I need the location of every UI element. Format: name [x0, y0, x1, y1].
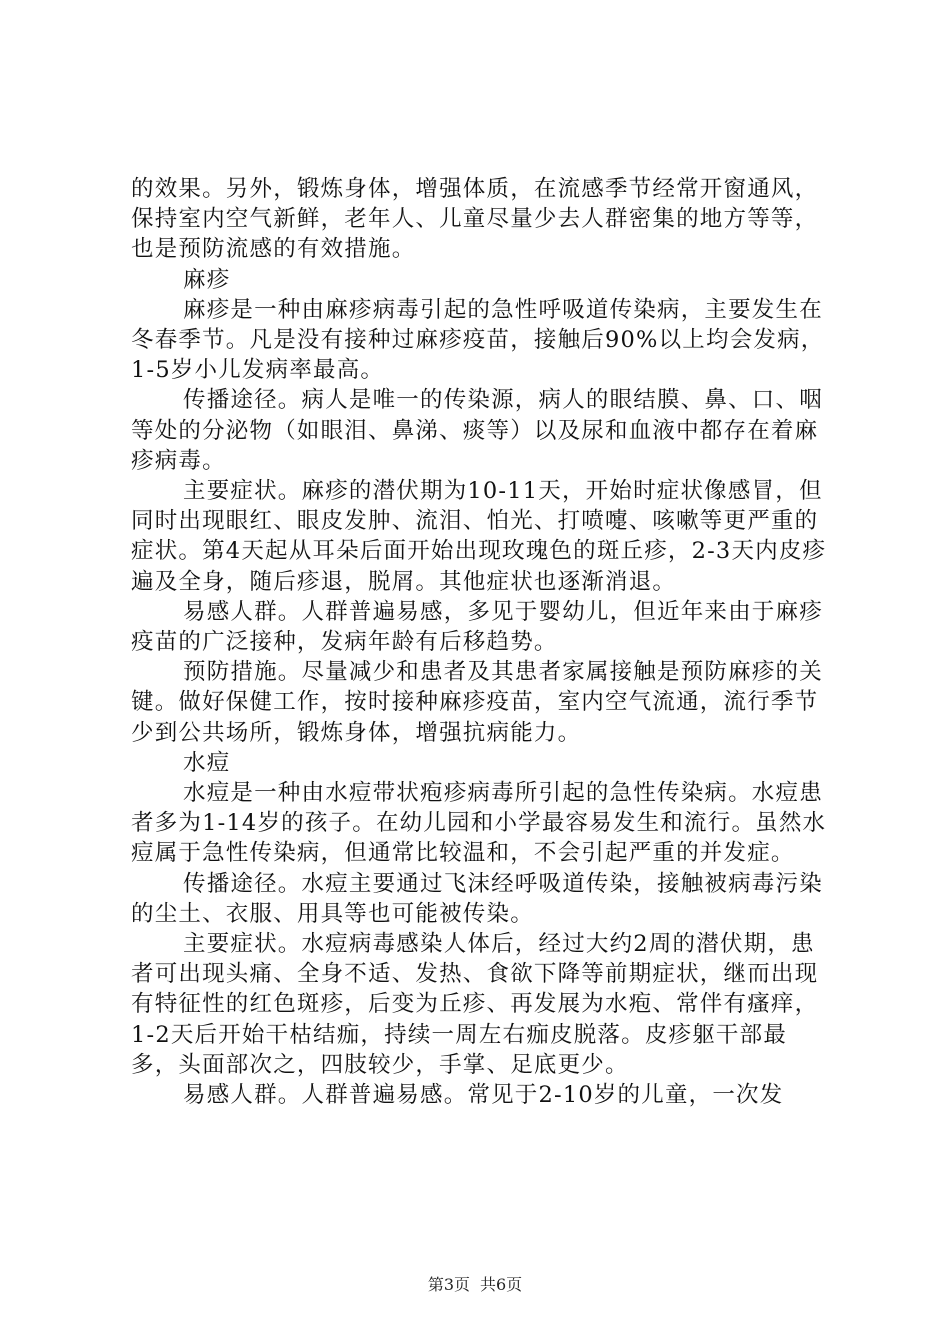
page-footer: [0, 1275, 950, 1295]
section-heading-measles: 麻疹: [183, 266, 231, 293]
paragraph-chickenpox-symptoms: 主要症状。水痘病毒感染人体后，经过大约2周的潜伏期，患者可出现头痛、全身不适、发热、食欲下降等前期症状，继而出现有特征性的红色斑疹，后变为丘疹、再发展为水疱、常伴有瘙痒，1-2天后开始干枯结痂，持续一周左右痂皮脱落。皮疹躯干部最多，头面部次之，四肢较少，手掌、足底更少。: [131, 931, 819, 1078]
paragraph-chickenpox-transmission: 传播途径。水痘主要通过飞沫经呼吸道传染，接触被病毒污染的尘土、衣服、用具等也可能被传染。: [131, 870, 823, 927]
paragraph-chickenpox-susceptible: 易感人群。人群普遍易感。常见于2-10岁的儿童，一次发: [183, 1082, 784, 1109]
paragraph-continuation: 的效果。另外，锻炼身体，增强体质，在流感季节经常开窗通风，保持室内空气新鲜，老年人、儿童尽量少去人群密集的地方等等，也是预防流感的有效措施。: [131, 176, 819, 263]
paragraph-chickenpox-intro: 水痘是一种由水痘带状疱疹病毒所引起的急性传染病。水痘患者多为1-14岁的孩子。在幼儿园和小学最容易发生和流行。虽然水痘属于急性传染病，但通常比较温和，不会引起严重的并发症。: [131, 780, 827, 867]
paragraph-measles-transmission: 传播途径。病人是唯一的传染源，病人的眼结膜、鼻、口、咽等处的分泌物（如眼泪、鼻涕、痰等）以及尿和血液中都存在着麻疹病毒。: [131, 387, 823, 474]
document-body: [131, 174, 831, 1110]
section-heading-chickenpox: 水痘: [183, 749, 231, 776]
page-number: 第3页: [427, 1275, 470, 1294]
paragraph-measles-susceptible: 易感人群。人群普遍易感，多见于婴幼儿，但近年来由于麻疹疫苗的广泛接种，发病年龄有后移趋势。: [131, 598, 823, 656]
paragraph-measles-symptoms: 主要症状。麻疹的潜伏期为10-11天，开始时症状像感冒，但同时出现眼红、眼皮发肿、流泪、怕光、打喷嚏、咳嗽等更严重的症状。第4天起从耳朵后面开始出现玫瑰色的斑丘疹，2-3天内皮疹遍及全身，随后疹退，脱屑。其他症状也逐渐消退。: [131, 478, 827, 595]
paragraph-measles-prevention: 预防措施。尽量减少和患者及其患者家属接触是预防麻疹的关键。做好保健工作，按时接种麻疹疫苗，室内空气流通，流行季节少到公共场所，锻炼身体，增强抗病能力。: [131, 659, 823, 746]
page-total: 共6页: [480, 1275, 523, 1294]
paragraph-measles-intro: 麻疹是一种由麻疹病毒引起的急性呼吸道传染病，主要发生在冬春季节。凡是没有接种过麻疹疫苗，接触后90%以上均会发病，1-5岁小儿发病率最高。: [131, 296, 825, 384]
